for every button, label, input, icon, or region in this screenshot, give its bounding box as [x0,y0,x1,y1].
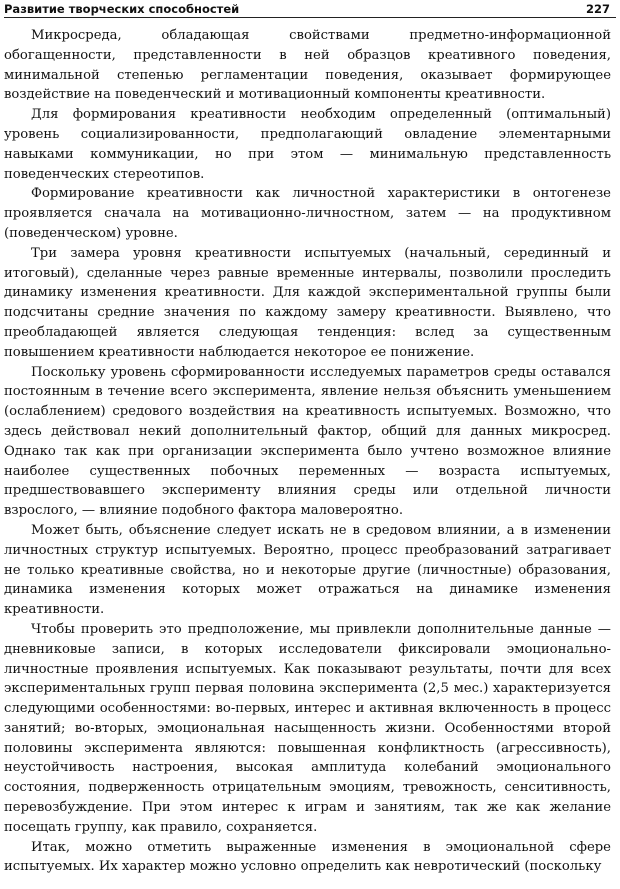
paragraph: Микросреда, обладающая свойствами предметно-информационной обогащенности, представленности в ней образцов креативного поведения, минимальной степенью регламентации поведения, оказывает формирующее воздействие на поведенческий и мотивационный компоненты креативности. [4,28,611,103]
paragraph: Может быть, объяснение следует искать не в средовом влиянии, а в изменении личностных структур испытуемых. Вероятно, процесс преобразований затрагивает не только креативные свойства, но и некоторые другие (личностные) образования, динамика изменения которых может отражаться на динамике изменения креативности. [4,522,611,618]
paragraph: Чтобы проверить это предположение, мы привлекли дополнительные данные — дневниковые записи, в которых исследователи фиксировали эмоционально-личностные проявления испытуемых. Как показывают результаты, почти для всех экспериментальных групп первая половина эксперимента (2,5 мес.) характеризуется следующими особенностями: во-первых, интерес и активная включенность в процесс занятий; во-вторых, эмоциональная насыщенность жизни. Особенностями второй половины эксперимента являются: повышенная конфликтность (агрессивность), неустойчивость настроения, высокая амплитуда колебаний эмоционального состояния, подверженность отрицательным эмоциям, тревожность, сенситивность, перевозбуждение. При этом интерес к играм и занятиям, так же как желание посещать группу, как правило, сохраняется. [4,621,611,835]
body-text [4,26,611,877]
paragraph: Три замера уровня креативности испытуемых (начальный, серединный и итоговый), сделанные через равные временные интервалы, позволили проследить динамику изменения креативности. Для каждой экспериментальной группы были подсчитаны средние значения по каждому замеру креативности. Выявлено, что преобладающей является следующая тенденция: вслед за существенным повышением креативности наблюдается некоторое ее понижение. [4,245,611,360]
paragraph: Итак, можно отметить выраженные изменения в эмоциональной сфере испытуемых. Их характер можно условно определить как невротический (поскольку [4,839,611,875]
paragraph: Формирование креативности как личностной характеристики в онтогенезе проявляется сначала на мотивационно-личностном, затем — на продуктивном (поведенческом) уровне. [4,186,611,241]
paragraph: Поскольку уровень сформированности исследуемых параметров среды оставался постоянным в течение всего эксперимента, явление нельзя объяснить уменьшением (ослаблением) средового воздействия на креативность испытуемых. Возможно, что здесь действовал некий дополнительный фактор, общий для данных микросред. Однако так как при организации эксперимента было учтено возможное влияние наиболее существенных побочных переменных — возраста испытуемых, предшествовавшего эксперименту влияния среды или отдельной личности взрослого, — влияние подобного фактора маловероятно. [4,364,611,519]
running-header [4,0,616,18]
paragraph: Для формирования креативности необходим определенный (оптимальный) уровень социализированности, предполагающий овладение элементарными навыками коммуникации, но при этом — минимальную представленность поведенческих стереотипов. [4,107,611,182]
section-title: Развитие творческих способностей [4,2,240,16]
page-number: 227 [585,2,610,16]
